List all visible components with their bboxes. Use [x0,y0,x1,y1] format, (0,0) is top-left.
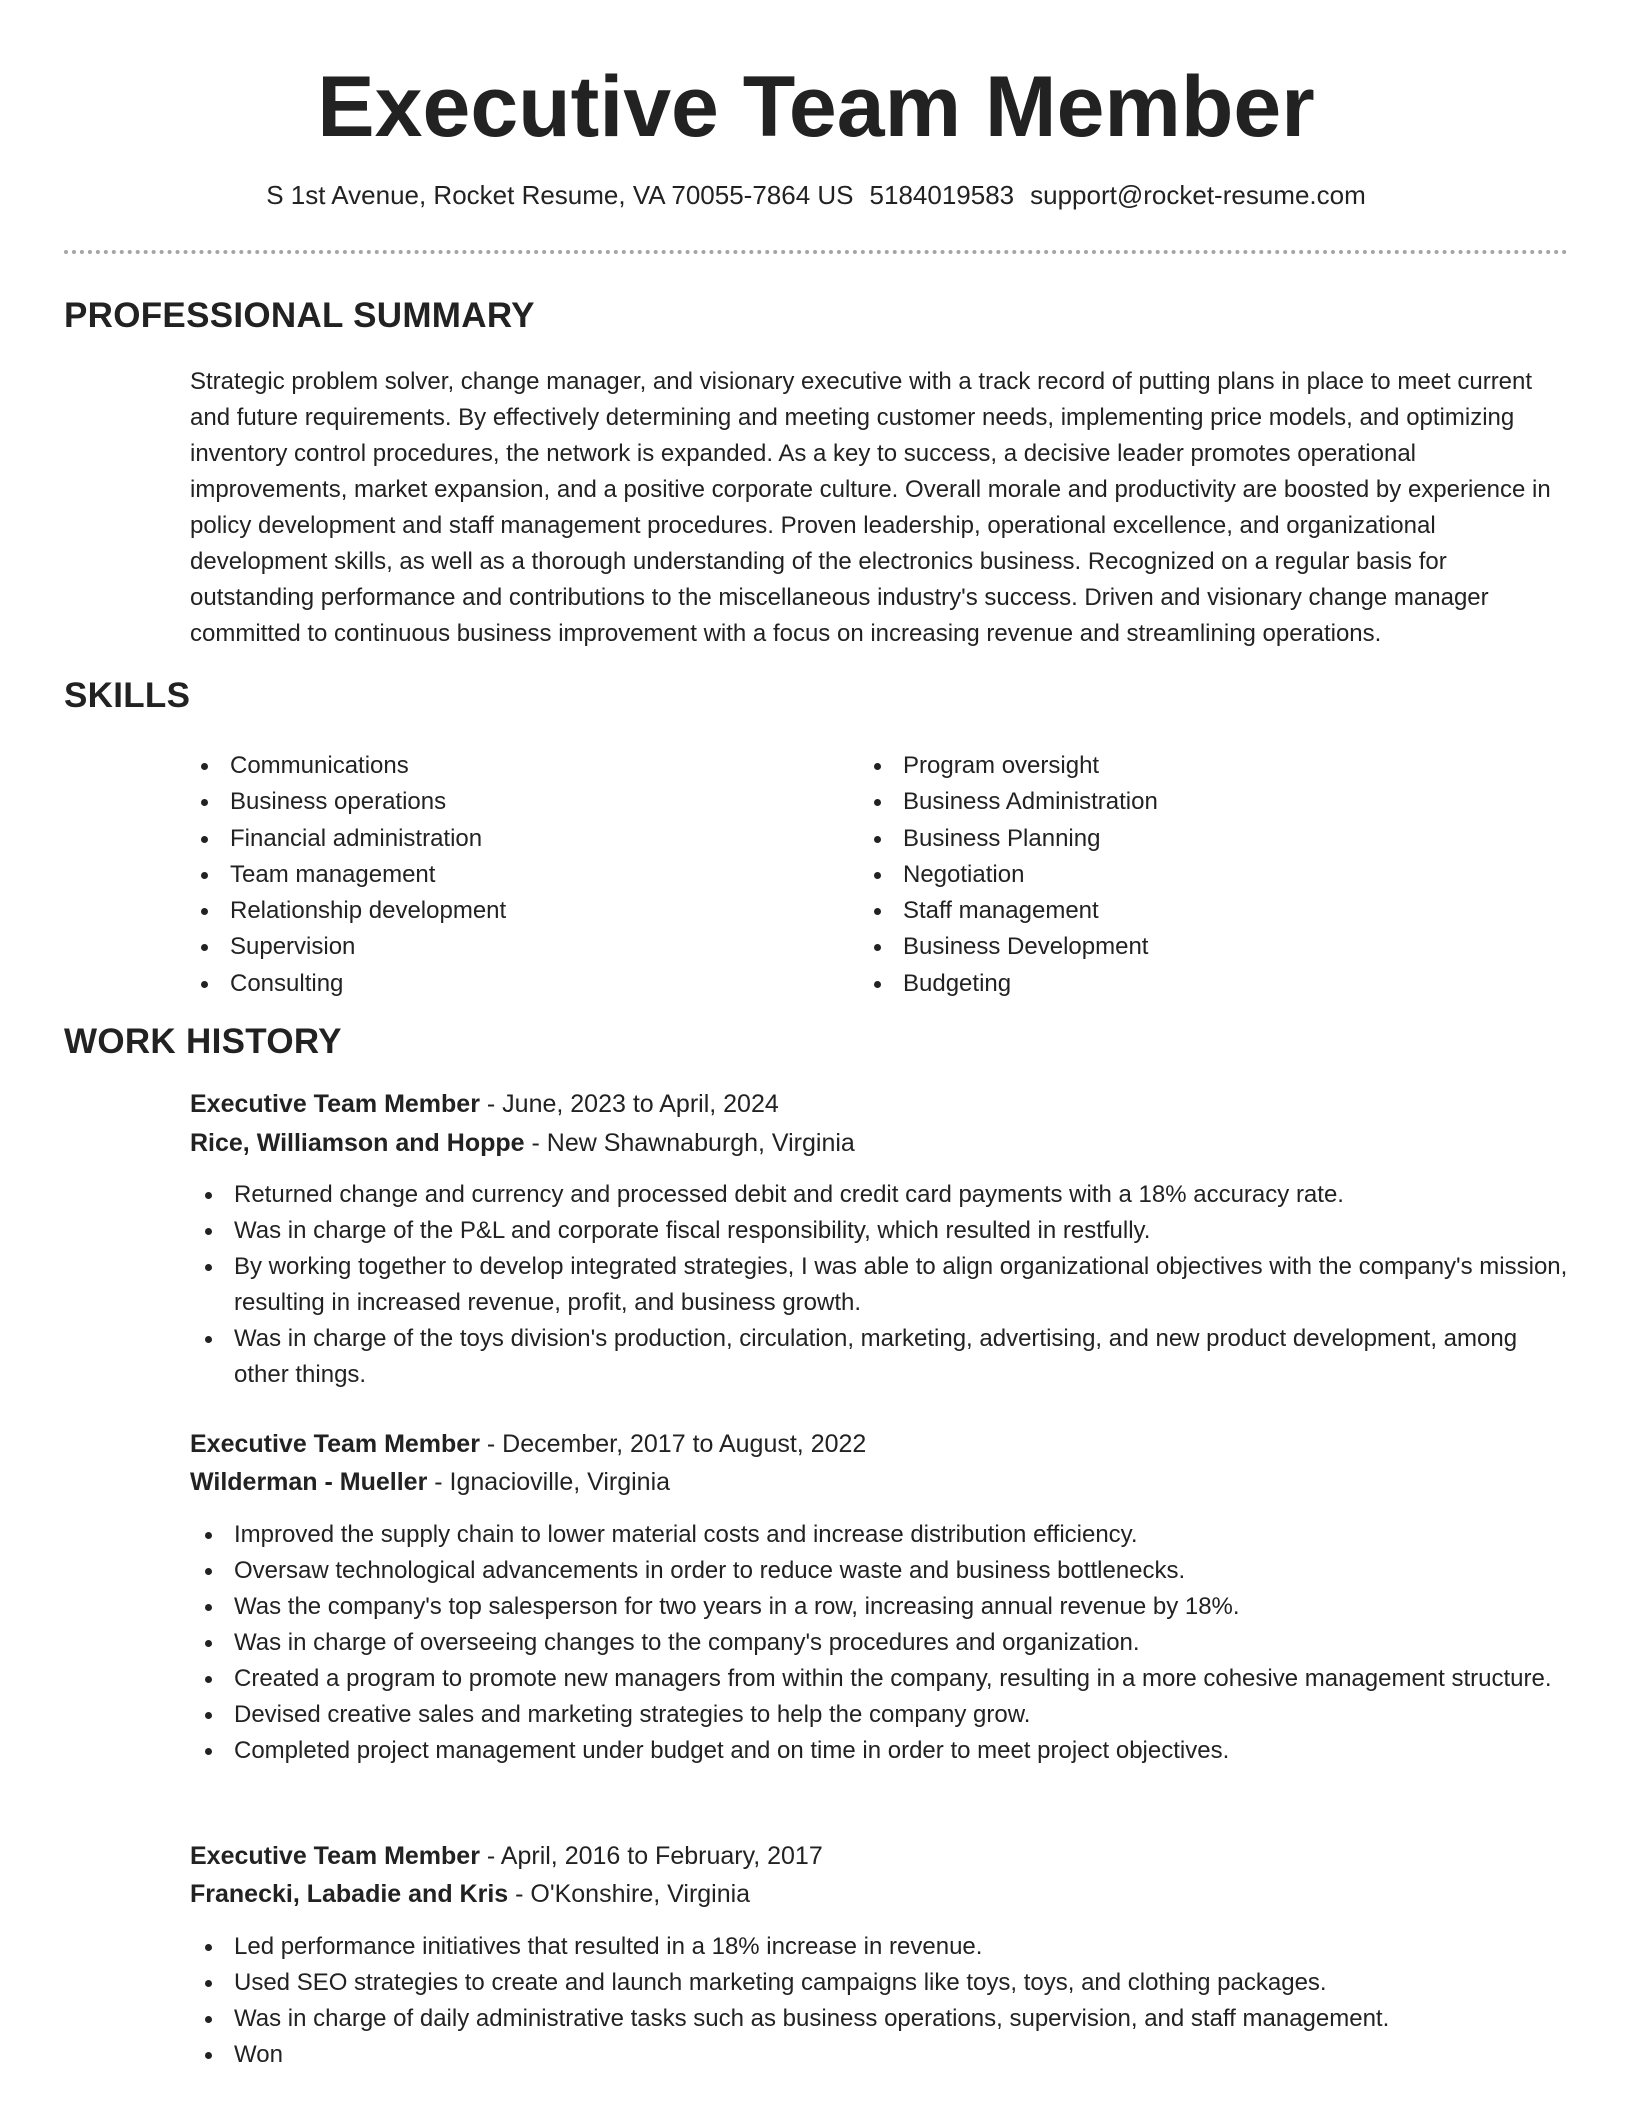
job-title: Executive Team Member [190,1842,480,1870]
job-company-line [190,1876,750,1912]
job-bullet: Returned change and currency and processed debit and credit card payments with a 18% accuracy rate. [190,1177,1570,1213]
job-bullet: Won [190,2037,1570,2073]
job-bullet: Was in charge of the toys division's production, circulation, marketing, advertising, and new product development, among other things. [190,1321,1570,1393]
skill-item: Staff management [859,893,1479,929]
skills-list-left [186,748,806,1002]
job-location: - O'Konshire, Virginia [508,1880,751,1908]
job-dates: - April, 2016 to February, 2017 [479,1842,823,1870]
job-company: Rice, Williamson and Hoppe [190,1129,525,1157]
job-title: Executive Team Member [190,1430,480,1458]
skill-item: Negotiation [859,857,1479,893]
job-bullet: Was in charge of the P&L and corporate fiscal responsibility, which resulted in restfully. [190,1213,1570,1249]
job-bullet: By working together to develop integrated strategies, I was able to align organizational objectives with the company's mission, resulting in increased revenue, profit, and business growth. [190,1249,1570,1321]
job-title: Executive Team Member [190,1090,480,1118]
job-bullets [190,1929,1570,2073]
skills-list-right [859,748,1479,1002]
work-history-heading: WORK HISTORY [64,1022,342,1061]
job-title-line [190,1838,823,1874]
contact-email: support@rocket-resume.com [1030,180,1366,210]
skill-item: Relationship development [186,893,806,929]
job-bullet: Improved the supply chain to lower material costs and increase distribution efficiency. [190,1517,1570,1553]
skill-item: Business Planning [859,821,1479,857]
skill-item: Communications [186,748,806,784]
skill-item: Business operations [186,784,806,820]
job-bullet: Led performance initiatives that resulted in a 18% increase in revenue. [190,1929,1570,1965]
job-bullet: Was in charge of overseeing changes to the company's procedures and organization. [190,1625,1570,1661]
job-dates: - December, 2017 to August, 2022 [479,1430,867,1458]
summary-text: Strategic problem solver, change manager, and visionary executive with a track record of putting plans in place to meet current and future requirements. By effectively determining and meeting customer needs, implementing price models, and optimizing inventory control procedures, the network is expanded. As a key to success, a decisive leader promotes operational improvements, market expansion, and a positive corporate culture. Overall morale and productivity are boosted by experience in policy development and staff management procedures. Proven leadership, operational excellence, and organizational development skills, as well as a thorough understanding of the electronics business. Recognized on a regular basis for outstanding performance and contributions to the miscellaneous industry's success. Driven and visionary change manager committed to continuous business improvement with a focus on increasing revenue and streamlining operations. [190,368,1551,647]
job-bullet: Oversaw technological advancements in order to reduce waste and business bottlenecks. [190,1553,1570,1589]
job-location: - Ignacioville, Virginia [427,1468,671,1496]
skill-item: Budgeting [859,966,1479,1002]
skill-item: Program oversight [859,748,1479,784]
job-bullet: Used SEO strategies to create and launch marketing campaigns like toys, toys, and clothing packages. [190,1965,1570,2001]
skill-item: Consulting [186,966,806,1002]
job-bullets [190,1177,1570,1393]
job-location: - New Shawnaburgh, Virginia [524,1129,855,1157]
skill-item: Supervision [186,929,806,965]
job-title-line [190,1426,866,1462]
job-company: Franecki, Labadie and Kris [190,1880,509,1908]
job-company: Wilderman - Mueller [190,1468,428,1496]
header-divider [64,250,1568,254]
job-bullet: Created a program to promote new managers from within the company, resulting in a more cohesive management structure. [190,1661,1570,1697]
job-title-line [190,1086,779,1122]
job-company-line [190,1125,855,1161]
skill-item: Financial administration [186,821,806,857]
skill-item: Business Administration [859,784,1479,820]
summary-heading: PROFESSIONAL SUMMARY [64,296,535,335]
skills-heading: SKILLS [64,676,191,715]
skill-item: Team management [186,857,806,893]
contact-address: S 1st Avenue, Rocket Resume, VA 70055-7864 US [266,180,854,210]
job-bullet: Was in charge of daily administrative tasks such as business operations, supervision, and staff management. [190,2001,1570,2037]
job-bullet: Was the company's top salesperson for two years in a row, increasing annual revenue by 18%. [190,1589,1570,1625]
job-dates: - June, 2023 to April, 2024 [479,1090,779,1118]
job-company-line [190,1464,670,1500]
candidate-name: Executive Team Member [317,59,1315,155]
skill-item: Business Development [859,929,1479,965]
job-bullet: Devised creative sales and marketing strategies to help the company grow. [190,1697,1570,1733]
contact-phone: 5184019583 [869,180,1015,210]
job-bullets [190,1517,1570,1769]
contact-line [0,180,1632,211]
job-bullet: Completed project management under budget and on time in order to meet project objectives. [190,1733,1570,1769]
